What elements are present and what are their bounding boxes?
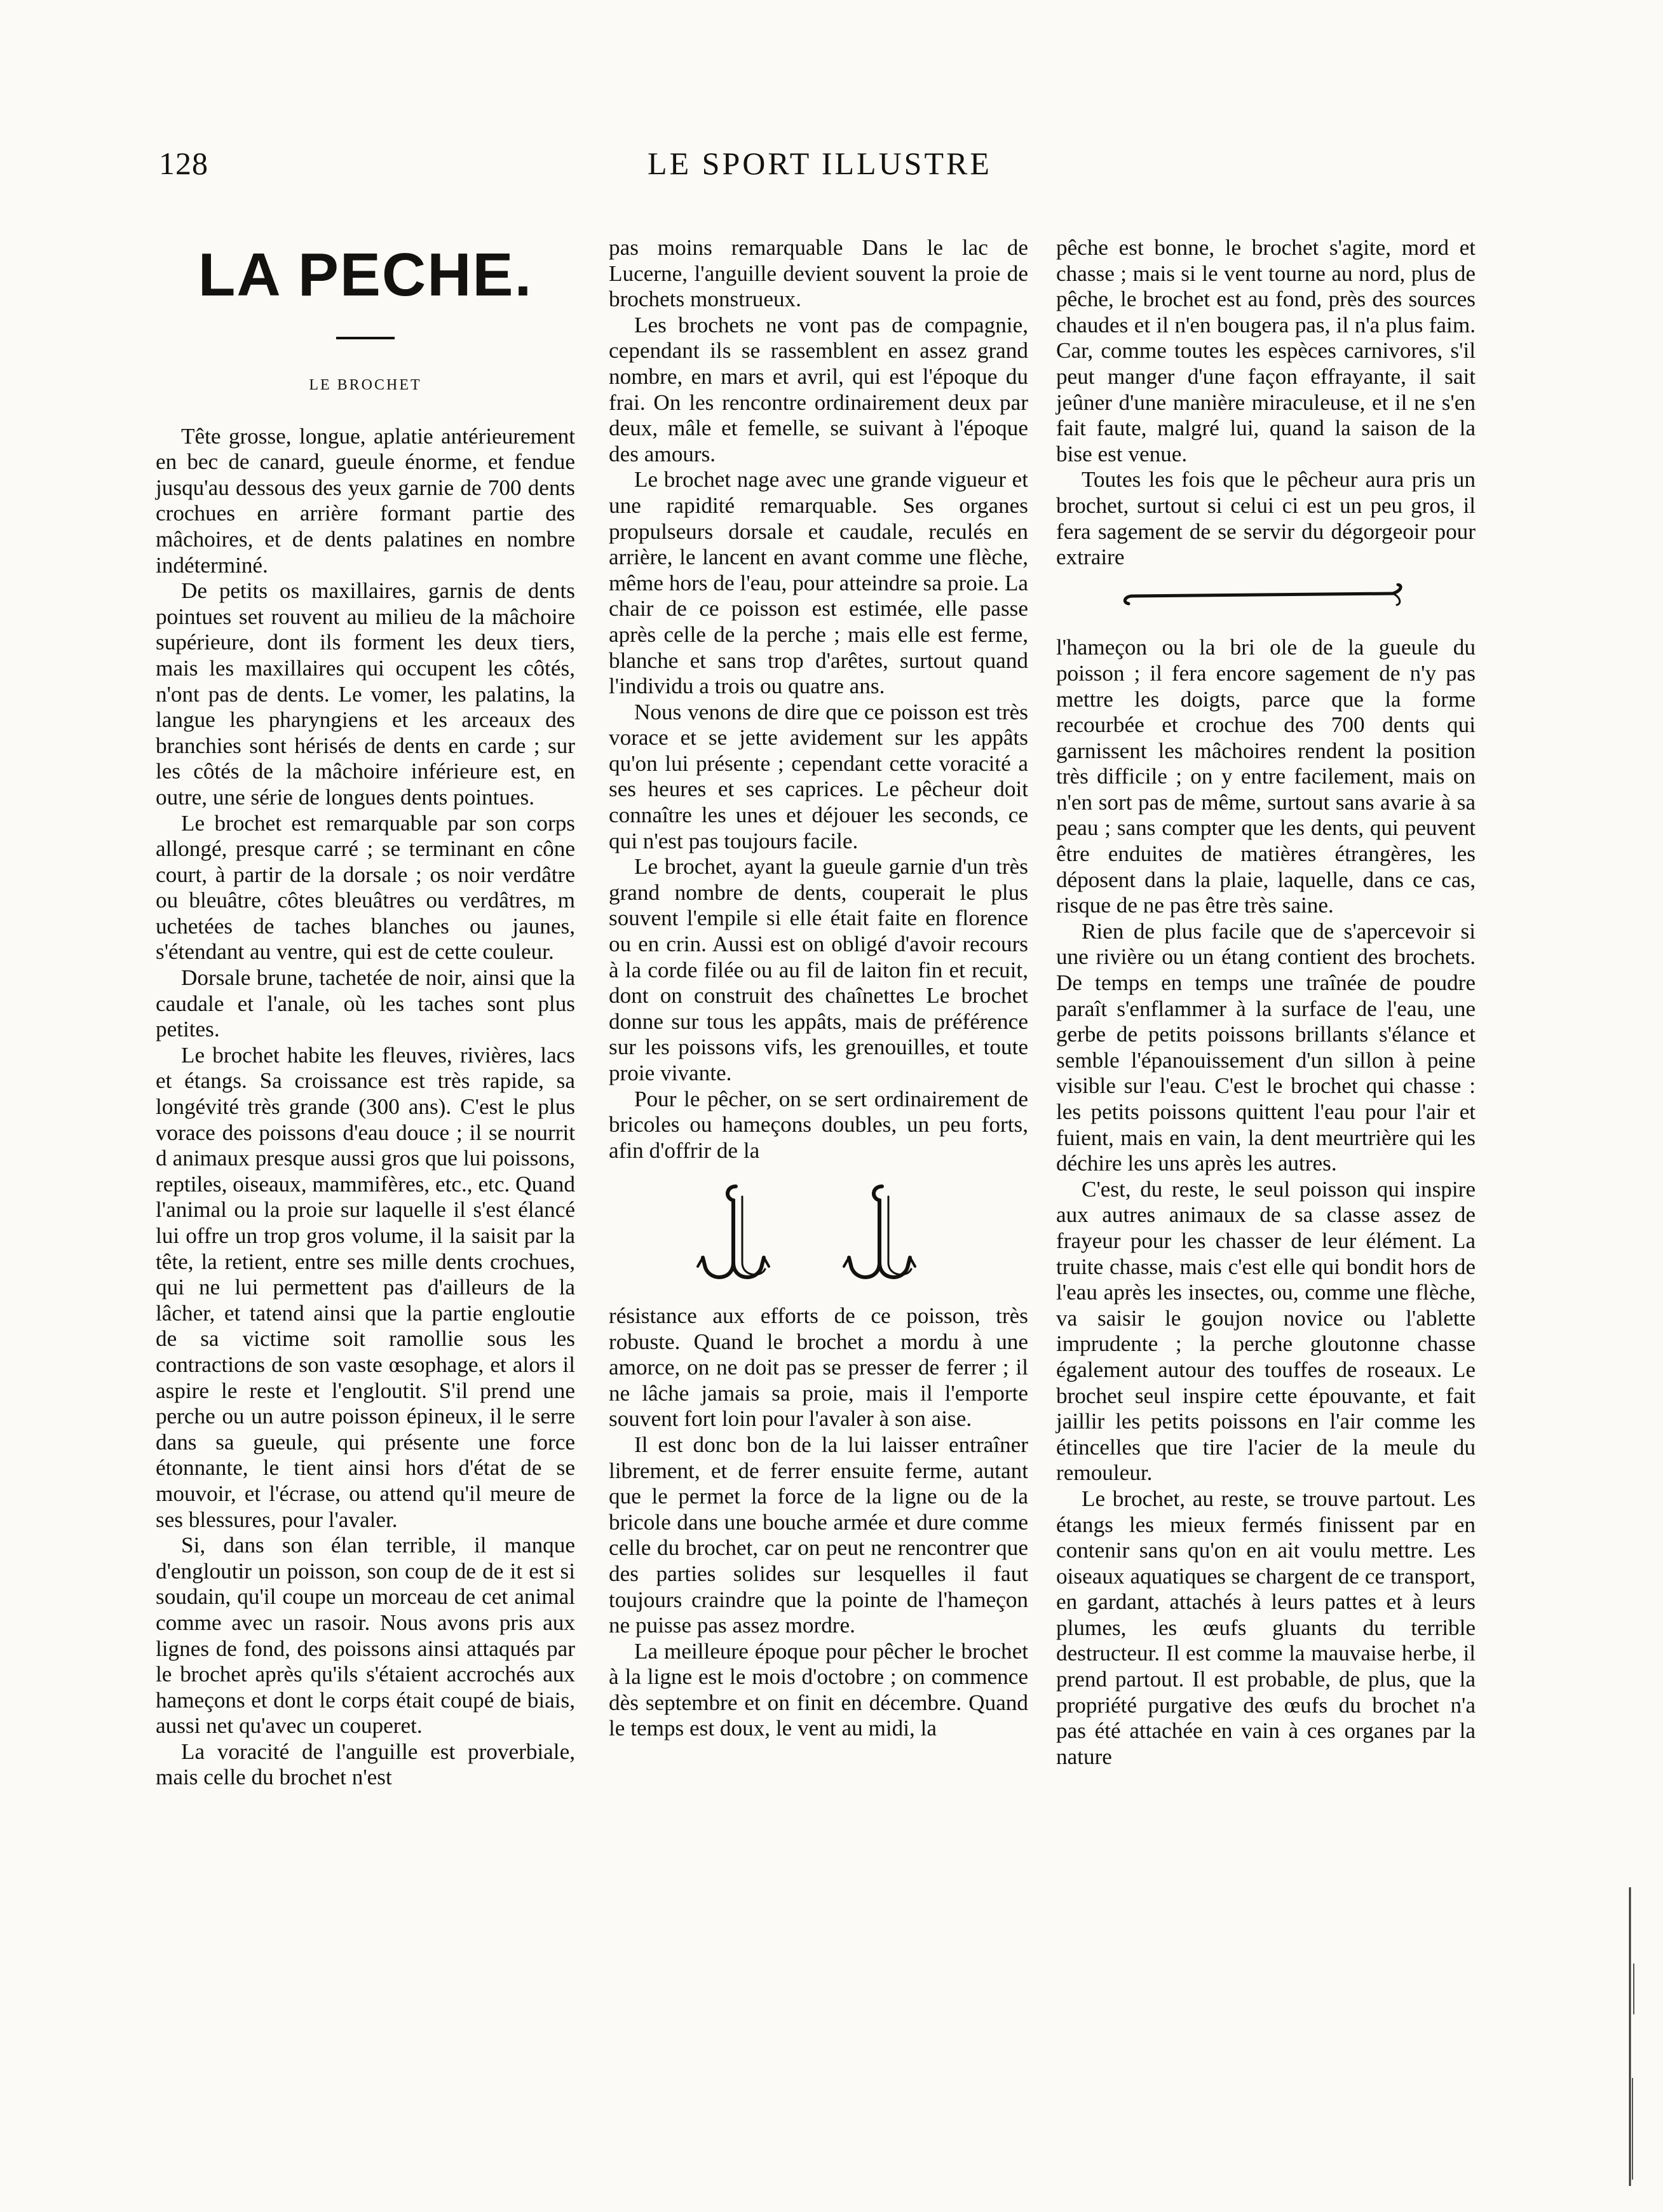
page-number: 128: [159, 146, 208, 181]
section-heading: LE BROCHET: [309, 377, 422, 393]
paragraph: l'hameçon ou la bri ole de la gueule du poisson ; il fera encore sagement de n'y pas mettre les doigts, parce que la forme recourbée et crochue des 700 dents qui garnissent les mâchoires rendent la position très difficile ; on y entre facilement, mais on n'en sort pas de même, surtout sans avarie à sa peau ; sans compter que les dents, qui peuvent être enduites de matières étrangères, les déposent dans la plaie, laquelle, dans ce cas, risque de ne pas être très saine.: [1056, 635, 1476, 918]
column-2: [609, 235, 1028, 1742]
title-rule: [336, 337, 395, 339]
paragraph: De petits os maxillaires, garnis de dents pointues set rouvent au milieu de la mâchoire supérieure, dont ils forment les deux tiers, mais les maxillaires qui occupent les côtés, n'ont pas de dents. Le vomer, les palatins, la langue les pharyngiens et les arceaux des branchies sont hérisés de dents en carde ; sur les côtés de la mâchoire inférieure est, en outre, une série de longues dents pointues.: [156, 578, 575, 810]
paragraph: résistance aux efforts de ce poisson, très robuste. Quand le brochet a mordu à une amorce, on ne doit pas se presser de ferrer ; il ne lâche jamais sa proie, mais il l'emporte souvent fort loin pour l'avaler à son aise.: [609, 1303, 1028, 1432]
paragraph: La voracité de l'anguille est proverbiale, mais celle du brochet n'est: [156, 1739, 575, 1790]
binding-edge-mark: [1624, 1887, 1643, 2195]
paragraph: Les brochets ne vont pas de compagnie, cependant ils se rassemblent en assez grand nombre, en mars et avril, qui est l'époque du frai. On les rencontre ordinairement deux par deux, mâle et femelle, se suivant à l'époque des amours.: [609, 312, 1028, 466]
paragraph: Rien de plus facile que de s'apercevoir si une rivière ou un étang contient des brochets. De temps en temps une traînée de poudre paraît s'enflammer à la surface de l'eau, une gerbe de petits poissons brillants s'élance et semble l'épanouissement d'un sillon à peine visible sur l'eau. C'est le brochet qui chasse : les petits poissons quittent l'eau pour l'air et fuient, mais en vain, la dent meurtrière qui les déchire les uns après les autres.: [1056, 918, 1476, 1176]
paragraph: Pour le pêcher, on se sert ordinairement de bricoles ou hameçons doubles, un peu forts, afin d'offrir de la: [609, 1086, 1028, 1163]
paragraph: Il est donc bon de la lui laisser entraîner librement, et de ferrer ensuite ferme, autant que le permet la force de la ligne ou de la bricole dans une bouche armée et dure comme celle du brochet, car on peut ne rencontrer que des parties solides sur lesquelles il faut toujours craindre que la pointe de l'hameçon ne puisse pas assez mordre.: [609, 1432, 1028, 1638]
paragraph: pas moins remarquable Dans le lac de Lucerne, l'anguille devient souvent la proie de brochets monstrueux.: [609, 235, 1028, 312]
double-hooks-figure: [609, 1174, 1028, 1294]
paragraph: Si, dans son élan terrible, il manque d'engloutir un poisson, son coup de de it est si soudain, qu'il coupe un morceau de cet animal comme avec un rasoir. Nous avons pris aux lignes de fond, des poissons ainsi attaqués par le brochet après qu'ils s'étaient accrochés aux hameçons et dont le corps était coupé de biais, aussi net qu'avec un couperet.: [156, 1533, 575, 1739]
paragraph: Le brochet habite les fleuves, rivières, lacs et étangs. Sa croissance est très rapide, sa longévité très grande (300 ans). C'est le plus vorace des poissons d'eau douce ; il se nourrit d animaux presque aussi gros que lui poissons, reptiles, oiseaux, mammifères, etc., etc. Quand l'animal ou la proie sur laquelle il s'est élancé lui offre un trop gros volume, il la saisit par la tête, la retient, entre ses mille dents crochues, qui ne lui permettent pas d'ailleurs de la lâcher, et tatend ainsi que la partie engloutie de sa victime soit ramollie sous les contractions de son vaste œsophage, et alors il aspire le reste et l'engloutit. S'il prend une perche ou un autre poisson épineux, il le serre dans sa gueule, qui présente une force étonnante, le tient ainsi hors d'état de se mouvoir, et l'écrase, ou attend qu'il meure de ses blessures, pour l'avaler.: [156, 1042, 575, 1532]
paragraph: Le brochet, ayant la gueule garnie d'un très grand nombre de dents, couperait le plus souvent l'empile si elle était faite en florence ou en crin. Aussi est on obligé d'avoir recours à la corde filée ou au fil de laiton fin et recuit, dont on construit des chaînettes Le brochet donne sur tous les appâts, mais de préférence sur les poissons vifs, les grenouilles, et toute proie vivante.: [609, 854, 1028, 1085]
rod-figure: [1056, 583, 1476, 615]
paragraph: Dorsale brune, tachetée de noir, ainsi que la caudale et l'anale, où les taches sont plus petites.: [156, 965, 575, 1042]
paragraph: pêche est bonne, le brochet s'agite, mord et chasse ; mais si le vent tourne au nord, plus de pêche, le brochet est au fond, près des sources chaudes et il n'en bougera pas, il n'a plus faim. Car, comme toutes les espèces carnivores, s'il peut manger d'une façon effrayante, il sait jeûner d'une manière miraculeuse, et il ne s'en fait faute, malgré lui, quand la saison de la bise est venue.: [1056, 235, 1476, 466]
paragraph: C'est, du reste, le seul poisson qui inspire aux autres animaux de sa classe assez de frayeur pour les chasser de leur élément. La truite chasse, mais c'est elle qui bondit hors de l'eau après les insectes, ou, comme une flèche, va saisir le goujon novice ou l'ablette imprudente ; la perche gloutonne chasse également autour des touffes de roseaux. Le brochet seul inspire cette épouvante, et fait jaillir les petits poissons en l'air comme les étincelles que tire l'acier de la meule du remouleur.: [1056, 1176, 1476, 1486]
running-head: LE SPORT ILLUSTRE: [648, 146, 992, 181]
paragraph: Nous venons de dire que ce poisson est très vorace et se jette avidement sur les appâts qu'on lui présente ; cependant cette voracité a ses heures et ses caprices. Le pêcheur doit connaître les unes et déjouer les seconds, ce qui n'est pas toujours facile.: [609, 699, 1028, 853]
column-3: [1056, 235, 1476, 1770]
paragraph: Le brochet est remarquable par son corps allongé, presque carré ; se terminant en cône court, à partir de la dorsale ; os noir verdâtre ou bleuâtre, côtes bleuâtres ou verdâtres, m uchetées de taches blanches ou jaunes, s'étendant au ventre, qui est de cette couleur.: [156, 810, 575, 965]
double-hooks-icon: [641, 1174, 996, 1288]
column-1: [156, 240, 575, 1791]
paragraph: Le brochet nage avec une grande vigueur et une rapidité remarquable. Ses organes propulseurs dorsale et caudale, reculés en arrière, le lancent en avant comme une flèche, même hors de l'eau, pour atteindre sa proie. La chair de ce poisson est estimée, elle passe après celle de la perche ; mais elle est ferme, blanche et sans trop d'arêtes, surtout quand l'individu a trois ou quatre ans.: [609, 467, 1028, 699]
paragraph: Toutes les fois que le pêcheur aura pris un brochet, surtout si celui ci est un peu gros, il fera sagement de se servir du dégorgeoir pour extraire: [1056, 467, 1476, 570]
fishing-rod-icon: [1113, 583, 1418, 609]
paragraph: Tête grosse, longue, aplatie antérieurement en bec de canard, gueule énorme, et fendue jusqu'au dessous des yeux garnie de 700 dents crochues en arrière formant partie des mâchoires, et de dents palatines en nombre indéterminé.: [156, 423, 575, 578]
paragraph: Le brochet, au reste, se trouve partout. Les étangs les mieux fermés finissent par en contenir sans qu'on en ait voulu mettre. Les oiseaux aquatiques se chargent de ce transport, en gardant, attachés à leurs pattes et à leurs plumes, les œufs gluants du terrible destructeur. Il est comme la mauvaise herbe, il prend partout. Il est probable, de plus, que la propriété purgative des œufs du brochet n'a pas été attachée en vain à ces organes par la nature: [1056, 1486, 1476, 1769]
paragraph: La meilleure époque pour pêcher le brochet à la ligne est le mois d'octobre ; on commence dès septembre et on finit en décembre. Quand le temps est doux, le vent au midi, la: [609, 1638, 1028, 1741]
article-title: LA PECHE.: [198, 241, 533, 309]
